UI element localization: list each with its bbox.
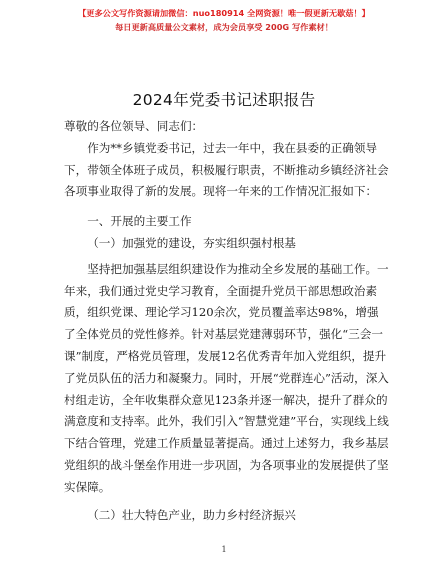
page-number: 1: [221, 545, 227, 554]
greeting: 尊敬的各位领导、同志们：: [64, 119, 204, 133]
subsection-heading-2: （二）壮大特色产业，助力乡村经济振兴: [87, 507, 296, 522]
section-heading-1: 一、开展的主要工作: [87, 214, 192, 229]
banner-line-2: 每日更新高质量公文素材，成为会员享受 200G 写作素材！: [115, 22, 333, 32]
body-paragraph-1: 坚持把加强基层组织建设作为推动全乡发展的基础工作。一年来，我们通过党史学习教育，全面提升党员干部思想政治素质，组织党课、理论学习120余次，党员覆盖率达98%，增强了全体党员的党性修养。针对基层党建薄弱环节，强化“三会一课”制度，严格党员管理，发展12名优秀青年加入党组织，提升了党员队伍的活力和凝聚力。同时，开展“党群连心”活动，深入村组走访，全年收集群众意见123条并逐一解决，提升了群众的满意度和支持率。此外，我们引入“智慧党建”平台，实现线上线下结合管理，党建工作质量显著提高。通过上述努力，我乡基层党组织的战斗堡垒作用进一步巩固，为各项事业的发展提供了坚实保障。: [64, 261, 389, 494]
promo-banner: [0, 6, 448, 34]
subsection-heading-1: （一）加强党的建设，夯实组织强村根基: [87, 235, 296, 250]
document-title: 2024年党委书记述职报告: [132, 91, 316, 109]
banner-line-1: 【更多公文写作资源请加微信：nuo180914 全网资源！唯一假更新无歇菇！】: [78, 8, 370, 18]
document-body: [64, 116, 390, 526]
intro-paragraph: 作为**乡镇党委书记，过去一年中，我在县委的正确领导下，带领全体班子成员，积极履行职责，不断推动乡镇经济社会各项事业取得了新的发展。现将一年来的工作情况汇报如下：: [64, 140, 389, 199]
